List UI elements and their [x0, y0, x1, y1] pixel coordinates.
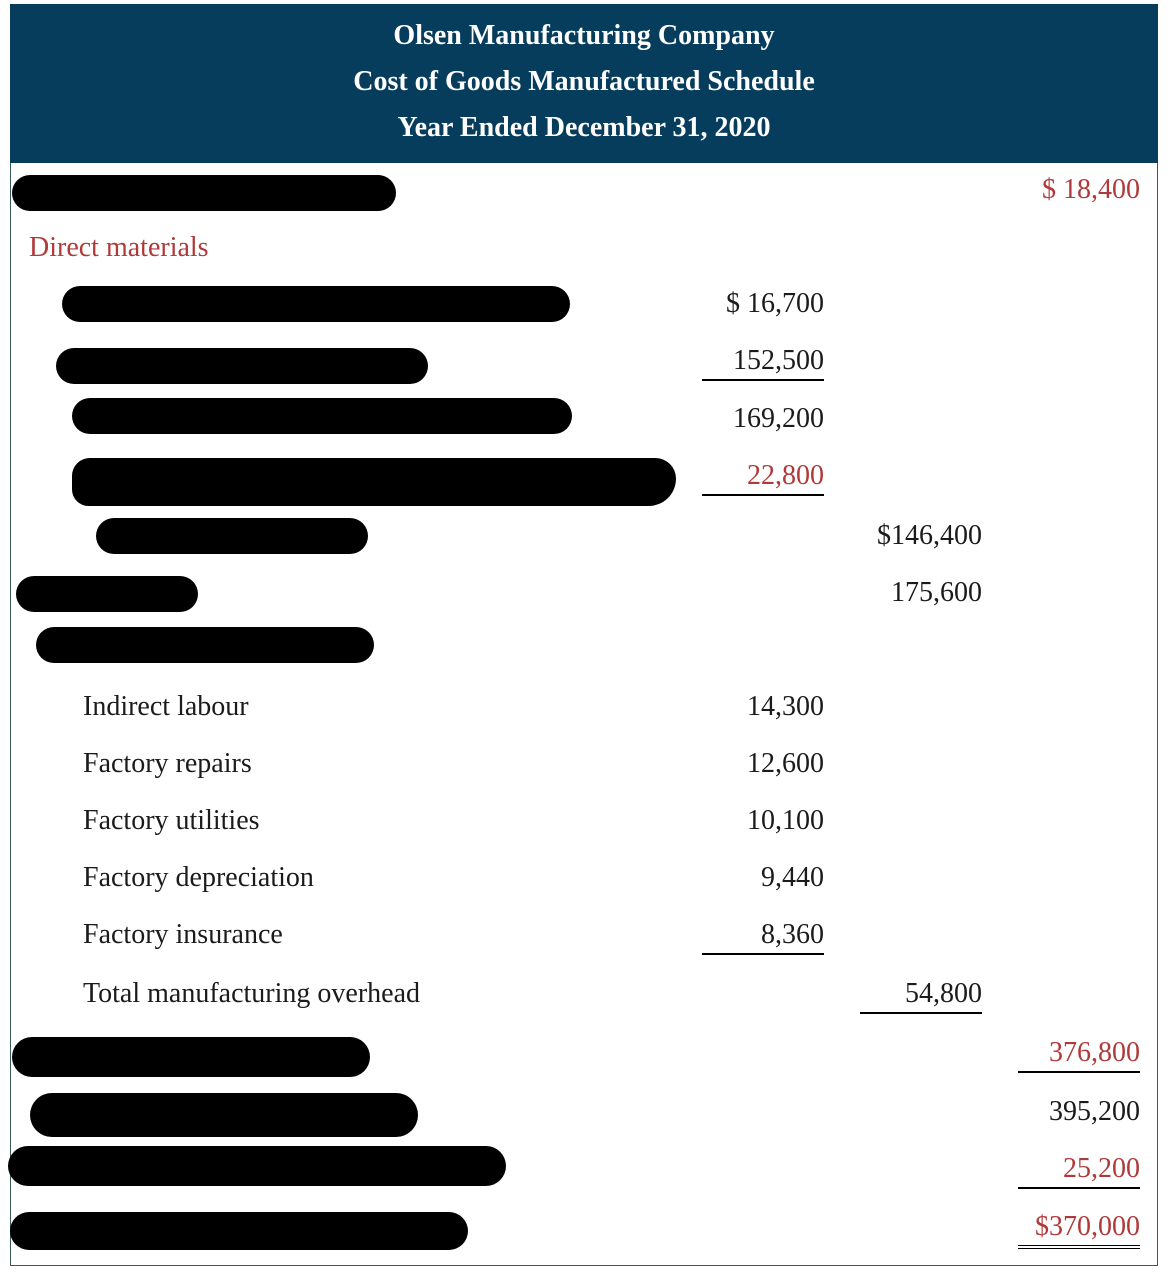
overhead-item-amount: 9,440: [761, 862, 824, 893]
raw-beginning-amount: $ 16,700: [726, 288, 824, 319]
redaction-mark: [16, 576, 198, 612]
overhead-item-amount: 14,300: [747, 691, 824, 722]
overhead-item-label: Factory depreciation: [83, 862, 314, 893]
redaction-mark: [36, 627, 374, 663]
redaction-mark: [10, 1212, 468, 1250]
row-overhead-item: [10, 856, 1158, 906]
overhead-item-label: Indirect labour: [83, 691, 249, 722]
schedule-header: [10, 4, 1158, 163]
schedule-period: Year Ended December 31, 2020: [397, 112, 771, 143]
overhead-item-label: Factory insurance: [83, 919, 283, 950]
beginning-wip-amount: $ 18,400: [1042, 174, 1140, 205]
cogm-amount: $370,000: [1018, 1211, 1140, 1249]
ending-wip-amount: 25,200: [1018, 1153, 1140, 1189]
row-overhead-item: [10, 799, 1158, 849]
overhead-item-label: Factory repairs: [83, 748, 252, 779]
redaction-mark: [62, 286, 570, 322]
raw-ending-amount: 22,800: [702, 460, 824, 496]
overhead-item-amount: 10,100: [747, 805, 824, 836]
total-overhead-label: Total manufacturing overhead: [83, 978, 421, 1009]
redaction-mark: [72, 398, 572, 434]
redaction-mark: [12, 175, 396, 211]
dm-used-amount: $146,400: [877, 520, 982, 551]
overhead-item-label: Factory utilities: [83, 805, 260, 836]
total-manufacturing-costs-amount: 376,800: [1018, 1037, 1140, 1073]
redaction-mark: [72, 458, 676, 506]
row-direct-materials: [10, 226, 1158, 276]
total-cost-wip-amount: 395,200: [1049, 1096, 1140, 1127]
redaction-mark: [12, 1037, 370, 1077]
row-total-overhead: [10, 972, 1158, 1022]
row-overhead-item: [10, 685, 1158, 735]
total-overhead-amount: 54,800: [860, 978, 982, 1014]
row-overhead-item: [10, 913, 1158, 963]
redaction-mark: [30, 1093, 418, 1137]
raw-available-amount: 169,200: [733, 403, 824, 434]
raw-purchases-amount: 152,500: [702, 345, 824, 381]
redaction-mark: [8, 1146, 506, 1186]
direct-labour-amount: 175,600: [891, 577, 982, 608]
company-name: Olsen Manufacturing Company: [393, 20, 775, 51]
overhead-item-amount: 8,360: [702, 919, 824, 955]
redaction-mark: [56, 348, 428, 384]
redaction-mark: [96, 518, 368, 554]
direct-materials-label: Direct materials: [29, 232, 209, 263]
row-overhead-item: [10, 742, 1158, 792]
overhead-item-amount: 12,600: [747, 748, 824, 779]
schedule-title: Cost of Goods Manufactured Schedule: [353, 66, 815, 97]
